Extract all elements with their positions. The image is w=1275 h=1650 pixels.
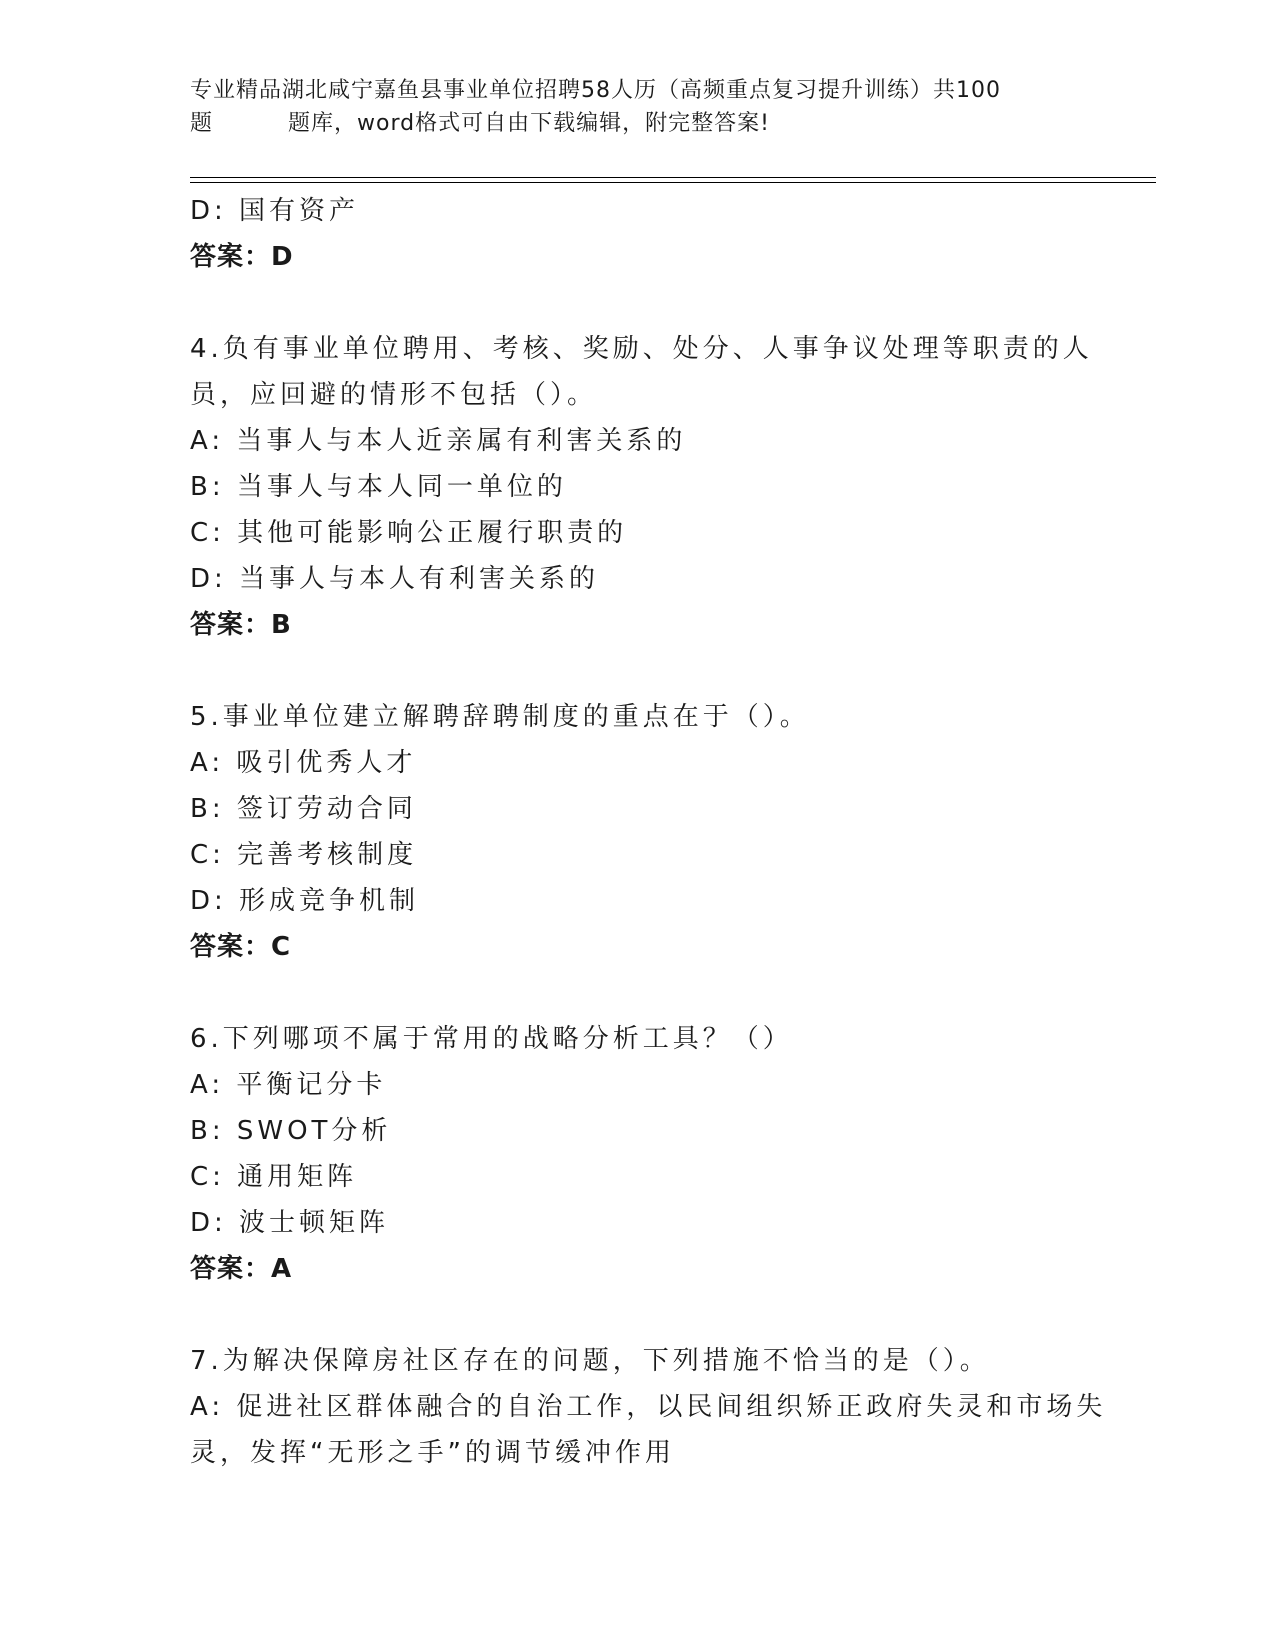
option-a: A: 促进社区群体融合的自治工作，以民间组织矫正政府失灵和市场失 [190, 1392, 1107, 1422]
option-b: B: SWOT分析 [190, 1116, 392, 1146]
header-divider-bottom [190, 182, 1156, 183]
option-d: D: 形成竞争机制 [190, 886, 420, 916]
answer: 答案：C [190, 932, 292, 962]
option-d: D: 当事人与本人有利害关系的 [190, 564, 600, 594]
option-c: C: 其他可能影响公正履行职责的 [190, 518, 628, 548]
option-d: D: 国有资产 [190, 196, 360, 226]
question-content [190, 188, 1107, 1476]
option-a: A: 当事人与本人近亲属有利害关系的 [190, 426, 687, 456]
question-7 [190, 1338, 1107, 1476]
header-divider-top [190, 177, 1156, 178]
option-a: A: 平衡记分卡 [190, 1070, 387, 1100]
option-a: A: 吸引优秀人才 [190, 748, 417, 778]
header-title-line-1: 专业精品湖北咸宁嘉鱼县事业单位招聘58人历（高频重点复习提升训练）共100 [190, 78, 1001, 103]
answer: 答案：B [190, 610, 292, 640]
answer: 答案：D [190, 242, 294, 272]
option-c: C: 完善考核制度 [190, 840, 418, 870]
option-b: B: 签订劳动合同 [190, 794, 417, 824]
page-header [190, 74, 1090, 140]
question-stem: 5.事业单位建立解聘辞聘制度的重点在于（）。 [190, 702, 810, 732]
option-d: D: 波士顿矩阵 [190, 1208, 390, 1238]
question-5 [190, 694, 1090, 970]
header-line-2-text: 题库，word格式可自由下载编辑，附完整答案! [288, 111, 770, 136]
question-stem-continued: 员，应回避的情形不包括（）。 [190, 380, 598, 410]
option-c: C: 通用矩阵 [190, 1162, 358, 1192]
question-6 [190, 1016, 1090, 1292]
option-b: B: 当事人与本人同一单位的 [190, 472, 567, 502]
question-stem: 4.负有事业单位聘用、考核、奖励、处分、人事争议处理等职责的人 [190, 334, 1093, 364]
header-title-line-2 [190, 107, 1090, 140]
option-a-continued: 灵，发挥“无形之手”的调节缓冲作用 [190, 1438, 675, 1468]
question-stem: 6.下列哪项不属于常用的战略分析工具？（） [190, 1024, 793, 1054]
question-stem: 7.为解决保障房社区存在的问题，下列措施不恰当的是（）。 [190, 1346, 990, 1376]
question-4 [190, 326, 1093, 648]
header-line-2-prefix: 题 [190, 111, 214, 136]
answer: 答案：A [190, 1254, 293, 1284]
